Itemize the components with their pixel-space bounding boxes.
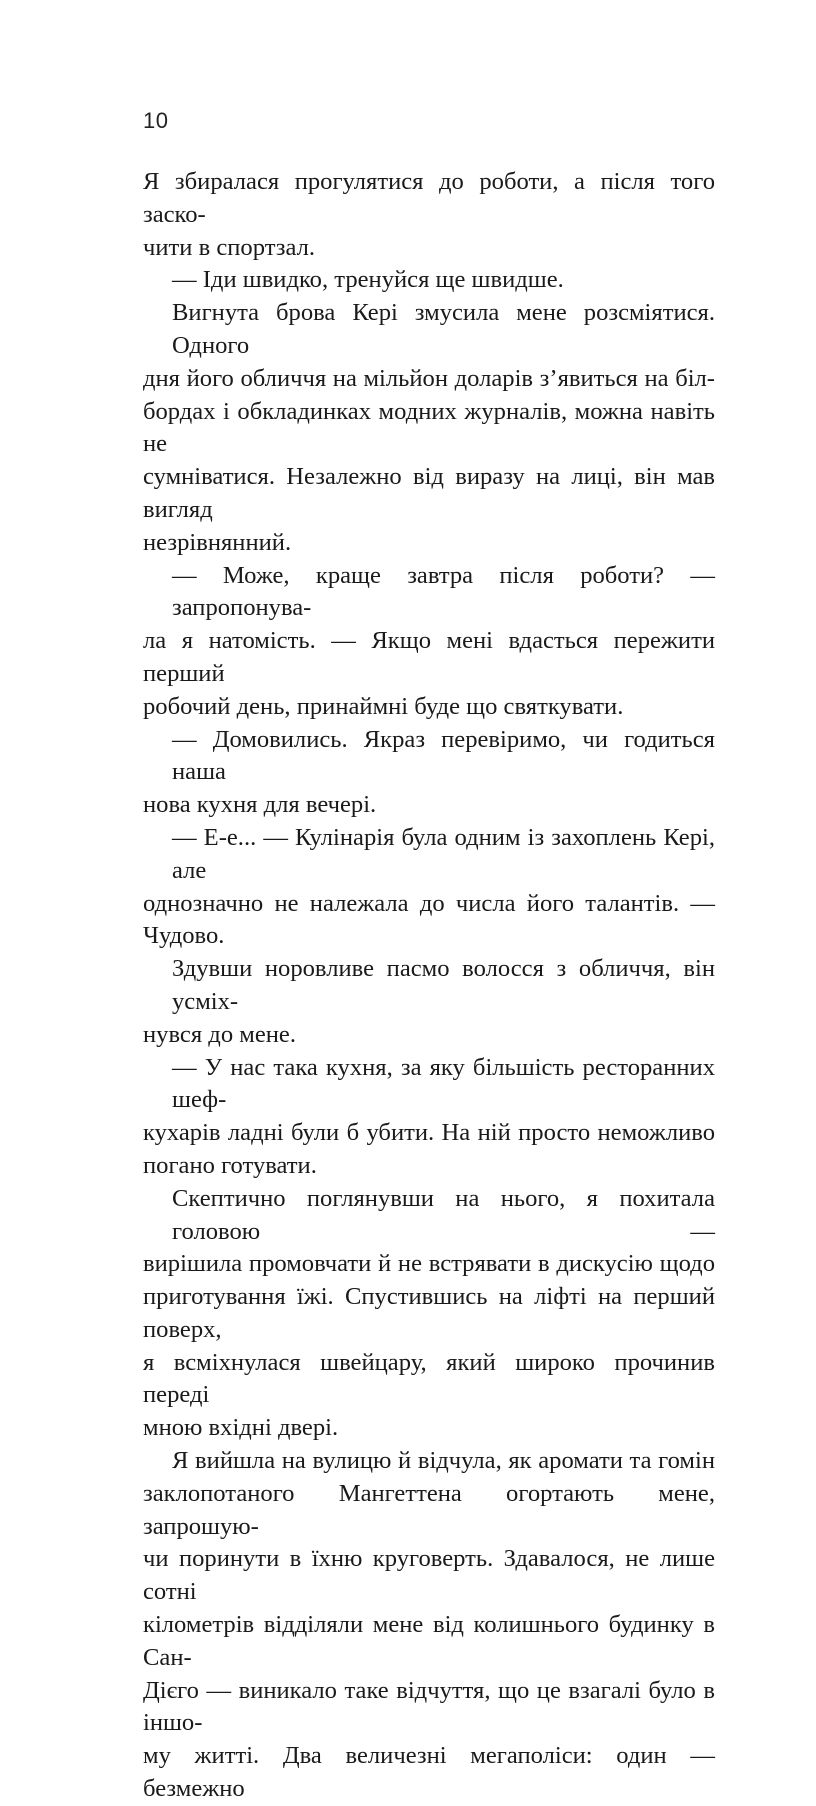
text-line: вирішила промовчати й не встрявати в дискусію щодо: [143, 1250, 715, 1278]
text-line: нувся до мене.: [143, 1020, 296, 1048]
text-line: заклопотаного Мангеттена огортають мене, запрошую-: [143, 1479, 715, 1540]
text-line: мною вхідні двері.: [143, 1414, 339, 1442]
text-line: — У нас така кухня, за яку більшість ресторанних шеф-: [172, 1053, 715, 1114]
text-line: Я вийшла на вулицю й відчула, як аромати та гомін: [172, 1447, 715, 1475]
text-line: однозначно не належала до числа його талантів. — Чудово.: [143, 889, 715, 950]
text-line: незрівнянний.: [143, 528, 292, 556]
text-line: я всміхнулася швейцару, який широко прочинив переді: [143, 1348, 715, 1409]
text-line: кухарів ладні були б убити. На ній просто неможливо: [143, 1119, 715, 1147]
text-line: Я збиралася прогулятися до роботи, а після того заско-: [143, 168, 715, 228]
text-line: погано готувати.: [143, 1151, 317, 1179]
text-line: — Іди швидко, тренуйся ще швидше.: [172, 266, 564, 294]
text-line: — Домовились. Якраз перевіримо, чи годиться наша: [172, 725, 715, 786]
text-line: Вигнута брова Кері змусила мене розсміятися. Одного: [172, 299, 715, 359]
text-line: сумніватися. Незалежно від виразу на лиці, він мав вигляд: [143, 463, 715, 523]
text-line: Здувши норовливе пасмо волосся з обличчя, він усміх-: [172, 955, 715, 1015]
text-line: робочий день, принаймні буде що святкувати.: [143, 692, 624, 720]
text-line: нова кухня для вечері.: [143, 791, 377, 819]
text-line: — Може, краще завтра після роботи? — запропонува-: [172, 561, 715, 622]
text-line: кілометрів відділяли мене від колишнього будинку в Сан-: [143, 1611, 715, 1671]
text-line: приготування їжі. Спустившись на ліфті на перший поверх,: [143, 1283, 715, 1343]
text-line: Скептично поглянувши на нього, я похитала головою —: [172, 1184, 715, 1245]
text-line: Дієго — виникало таке відчуття, що це взагалі було в іншо-: [143, 1676, 715, 1737]
text-line: ла я натомість. — Якщо мені вдасться пережити перший: [143, 627, 715, 687]
text-line: дня його обличчя на мільйон доларів з’явиться на біл-: [143, 364, 715, 392]
body-text: [143, 166, 715, 1806]
text-line: чи поринути в їхню круговерть. Здавалося, не лише сотні: [143, 1545, 715, 1606]
page-number: 10: [143, 108, 169, 133]
text-line: му житті. Два величезні мегаполіси: один — безмежно: [143, 1742, 715, 1803]
text-line: — Е-е... — Кулінарія була одним із захоплень Кері, але: [172, 823, 715, 884]
text-line: чити в спортзал.: [143, 233, 316, 261]
text-line: бордах і обкладинках модних журналів, можна навіть не: [143, 397, 715, 458]
